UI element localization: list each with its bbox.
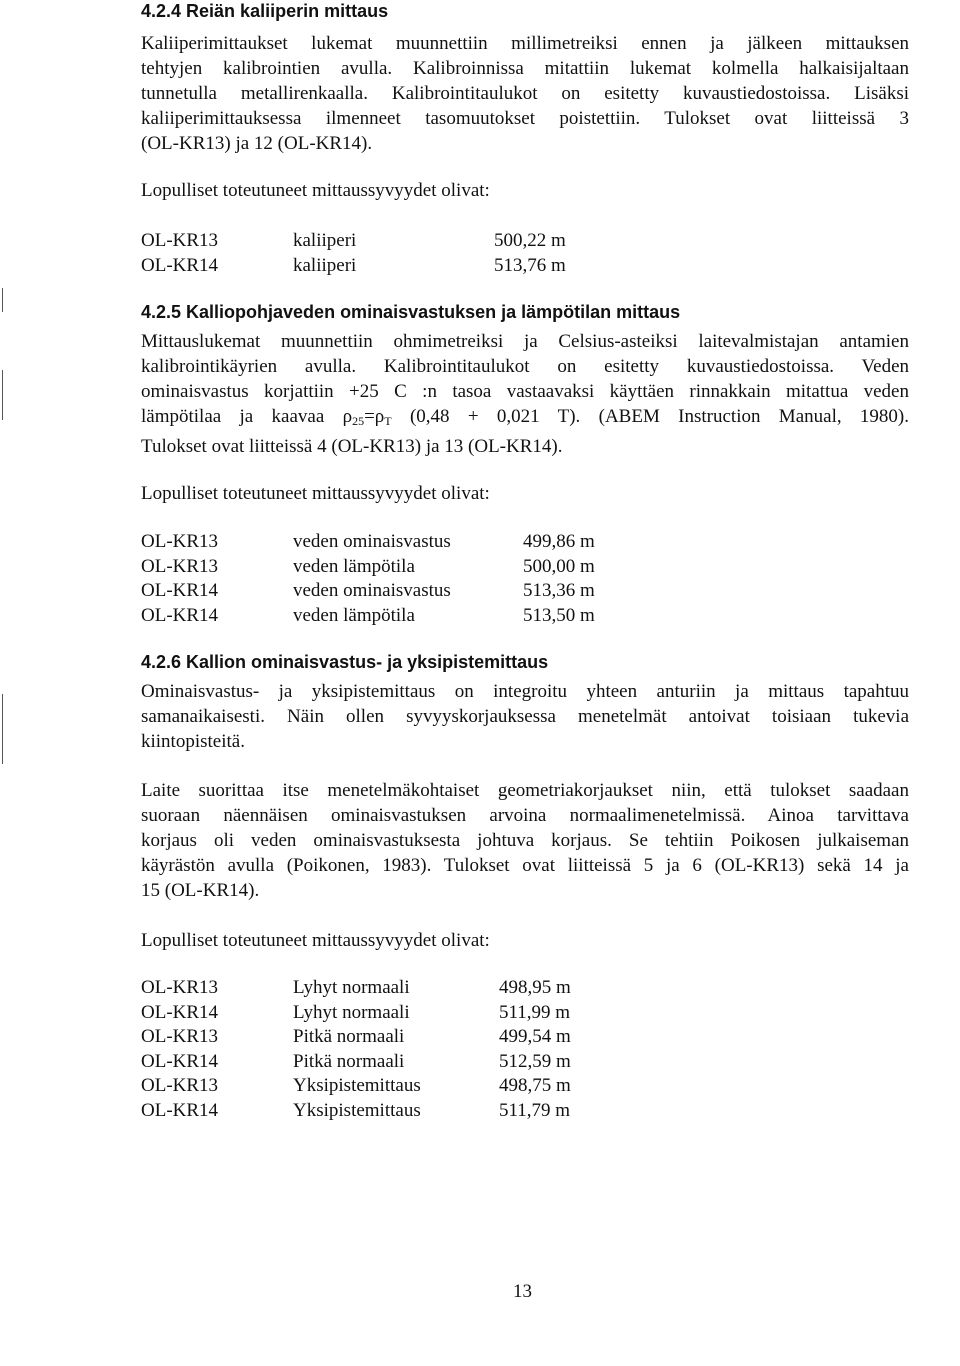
paragraph-line: Tulokset ovat liitteissä 4 (OL-KR13) ja 13 (OL-KR14). xyxy=(141,436,563,457)
method-cell: veden ominaisvastus xyxy=(293,531,451,552)
page-number: 13 xyxy=(513,1281,532,1302)
hole-id-cell: OL-KR14 xyxy=(141,1001,219,1023)
scan-margin-mark xyxy=(2,288,3,312)
section-4-2-5-paragraph xyxy=(141,329,909,459)
method-cell: Pitkä normaali xyxy=(293,1050,405,1072)
paragraph-line: samanaikaisesti. Näin ollen syvyyskorjauksessa menetelmät antoivat toisiaan tukevia xyxy=(141,706,909,727)
hole-id-cell: OL-KR13 xyxy=(141,1075,219,1096)
hole-id-cell: OL-KR14 xyxy=(141,580,219,601)
depth-cell: 500,00 m xyxy=(523,555,595,577)
formula-subscript-25: 25 xyxy=(352,414,365,428)
final-depths-label: Lopulliset toteutuneet mittaussyvyydet olivat: xyxy=(141,483,490,504)
final-depths-label: Lopulliset toteutuneet mittaussyvyydet olivat: xyxy=(141,180,490,201)
hole-id-cell: OL-KR14 xyxy=(141,604,219,626)
method-cell: Yksipistemittaus xyxy=(293,1075,421,1096)
depth-cell: 498,95 m xyxy=(499,977,571,998)
hole-id-cell: OL-KR13 xyxy=(141,531,219,552)
hole-id-cell: OL-KR13 xyxy=(141,1026,219,1047)
method-cell: kaliiperi xyxy=(293,254,357,276)
depth-cell: 499,86 m xyxy=(523,531,595,552)
scan-margin-mark xyxy=(2,370,3,420)
method-cell: veden lämpötila xyxy=(293,604,415,626)
depth-cell: 513,76 m xyxy=(494,254,566,276)
paragraph-line: kiintopisteitä. xyxy=(141,731,245,752)
hole-id-cell: OL-KR13 xyxy=(141,977,219,998)
method-cell: Yksipistemittaus xyxy=(293,1099,421,1121)
formula-suffix: (0,48 + 0,021 T). (ABEM Instruction Manual, 1980). xyxy=(391,406,909,427)
depth-cell: 513,36 m xyxy=(523,580,595,601)
depth-cell: 498,75 m xyxy=(499,1075,571,1096)
method-cell: Lyhyt normaali xyxy=(293,1001,410,1023)
method-cell: veden lämpötila xyxy=(293,555,415,577)
paragraph-line: Ominaisvastus- ja yksipistemittaus on integroitu yhteen anturiin ja mittaus tapahtuu xyxy=(141,681,909,702)
depth-cell: 511,79 m xyxy=(499,1099,571,1121)
hole-id-cell: OL-KR13 xyxy=(141,555,219,577)
method-cell: kaliiperi xyxy=(293,230,357,251)
paragraph-line: Laite suorittaa itse menetelmäkohtaiset geometriakorjaukset niin, että tulokset saadaan xyxy=(141,780,909,801)
paragraph-line: suoraan näennäisen ominaisvastuksen arvoina normaalimenetelmissä. Ainoa tarvittava xyxy=(141,805,909,826)
depth-cell: 512,59 m xyxy=(499,1050,571,1072)
paragraph-line: kalibrointikäyrien avulla. Kalibrointitaulukot on esitetty kuvaustiedostoissa. Veden xyxy=(141,356,909,377)
formula-line xyxy=(141,404,909,434)
section-heading-4-2-6: 4.2.6 Kallion ominaisvastus- ja yksipistemittaus xyxy=(141,652,549,672)
depth-cell: 499,54 m xyxy=(499,1026,571,1047)
method-cell: Lyhyt normaali xyxy=(293,977,410,998)
paragraph-line: kaliiperimittauksessa ilmenneet tasomuutokset poistettiin. Tulokset ovat liitteissä 3 xyxy=(141,108,909,129)
section-4-2-4-paragraph xyxy=(141,31,909,156)
final-depths-label: Lopulliset toteutuneet mittaussyvyydet olivat: xyxy=(141,930,490,951)
section-4-2-6-paragraph-1 xyxy=(141,679,909,754)
paragraph-line: tehtyjen kalibrointien avulla. Kalibroinnissa mitattiin lukemat kolmella halkaisijaltaan xyxy=(141,58,909,79)
paragraph-line: käyrästön avulla (Poikonen, 1983). Tulokset ovat liitteissä 5 ja 6 (OL-KR13) sekä 14 ja xyxy=(141,855,909,876)
paragraph-line: Mittauslukemat muunnettiin ohmimetreiksi ja Celsius-asteiksi laitevalmistajan antamien xyxy=(141,331,909,352)
paragraph-line: 15 (OL-KR14). xyxy=(141,880,260,901)
paragraph-line: tunnetulla metallirenkaalla. Kalibrointitaulukot on esitetty kuvaustiedostoissa. Lisäksi xyxy=(141,83,909,104)
section-heading-4-2-5: 4.2.5 Kalliopohjaveden ominaisvastuksen ja lämpötilan mittaus xyxy=(141,302,681,322)
depth-cell: 513,50 m xyxy=(523,604,595,626)
scan-margin-mark xyxy=(2,694,3,764)
paragraph-line: korjaus oli veden ominaisvastuksesta johtuva korjaus. Se tehtiin Poikosen julkaiseman xyxy=(141,830,909,851)
depth-cell: 500,22 m xyxy=(494,230,566,251)
formula-prefix: lämpötilaa ja kaavaa ρ xyxy=(141,406,353,427)
paragraph-line: (OL-KR13) ja 12 (OL-KR14). xyxy=(141,133,373,154)
hole-id-cell: OL-KR13 xyxy=(141,230,219,251)
section-heading-4-2-4: 4.2.4 Reiän kaliiperin mittaus xyxy=(141,1,389,21)
hole-id-cell: OL-KR14 xyxy=(141,1050,219,1072)
section-4-2-6-paragraph-2 xyxy=(141,778,909,903)
paragraph-line: Kaliiperimittaukset lukemat muunnettiin millimetreiksi ennen ja jälkeen mittauksen xyxy=(141,33,909,54)
method-cell: Pitkä normaali xyxy=(293,1026,405,1047)
hole-id-cell: OL-KR14 xyxy=(141,1099,219,1121)
paragraph-line: ominaisvastus korjattiin +25 C :n tasoa vastaavaksi käyttäen rinnakkain mitattua veden xyxy=(141,381,909,402)
depth-cell: 511,99 m xyxy=(499,1001,571,1023)
hole-id-cell: OL-KR14 xyxy=(141,254,219,276)
method-cell: veden ominaisvastus xyxy=(293,580,451,601)
formula-equals-rho: =ρ xyxy=(364,406,385,427)
formula-subscript-t: T xyxy=(384,414,392,428)
